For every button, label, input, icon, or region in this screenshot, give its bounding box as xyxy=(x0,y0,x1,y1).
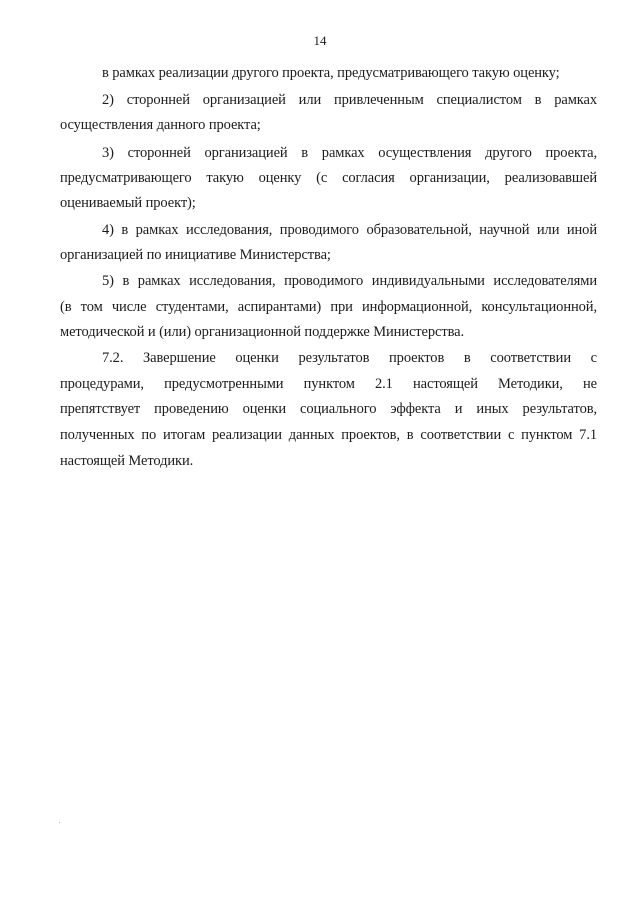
text-line: 4) в рамках исследования, проводимого образовательной, научной или иной xyxy=(102,222,597,238)
text-line: в рамках реализации другого проекта, предусматривающего такую оценку; xyxy=(102,65,560,81)
text-line: препятствует проведению оценки социального эффекта и иных результатов, xyxy=(60,401,597,417)
text-line: предусматривающего такую оценку (с согласия организации, реализовавшей xyxy=(60,170,597,186)
text-line: 2) сторонней организацией или привлеченным специалистом в рамках xyxy=(102,92,597,108)
scan-speck xyxy=(59,822,60,823)
text-line: процедурами, предусмотренными пунктом 2.1 настоящей Методики, не xyxy=(60,376,597,392)
text-line: 7.2. Завершение оценки результатов проектов в соответствии с xyxy=(102,350,597,366)
text-line: 5) в рамках исследования, проводимого индивидуальными исследователями xyxy=(102,273,597,289)
text-line: настоящей Методики. xyxy=(60,453,194,469)
text-line: осуществления данного проекта; xyxy=(60,117,261,133)
text-line: полученных по итогам реализации данных проектов, в соответствии с пунктом 7.1 xyxy=(60,427,597,443)
text-line: 3) сторонней организацией в рамках осуществления другого проекта, xyxy=(102,145,597,161)
text-line: методической и (или) организационной поддержке Министерства. xyxy=(60,324,465,340)
text-line: (в том числе студентами, аспирантами) при информационной, консультационной, xyxy=(60,299,597,315)
text-line: организацией по инициативе Министерства; xyxy=(60,247,331,263)
text-line: оцениваемый проект); xyxy=(60,195,196,211)
page-number: 14 xyxy=(313,33,327,48)
